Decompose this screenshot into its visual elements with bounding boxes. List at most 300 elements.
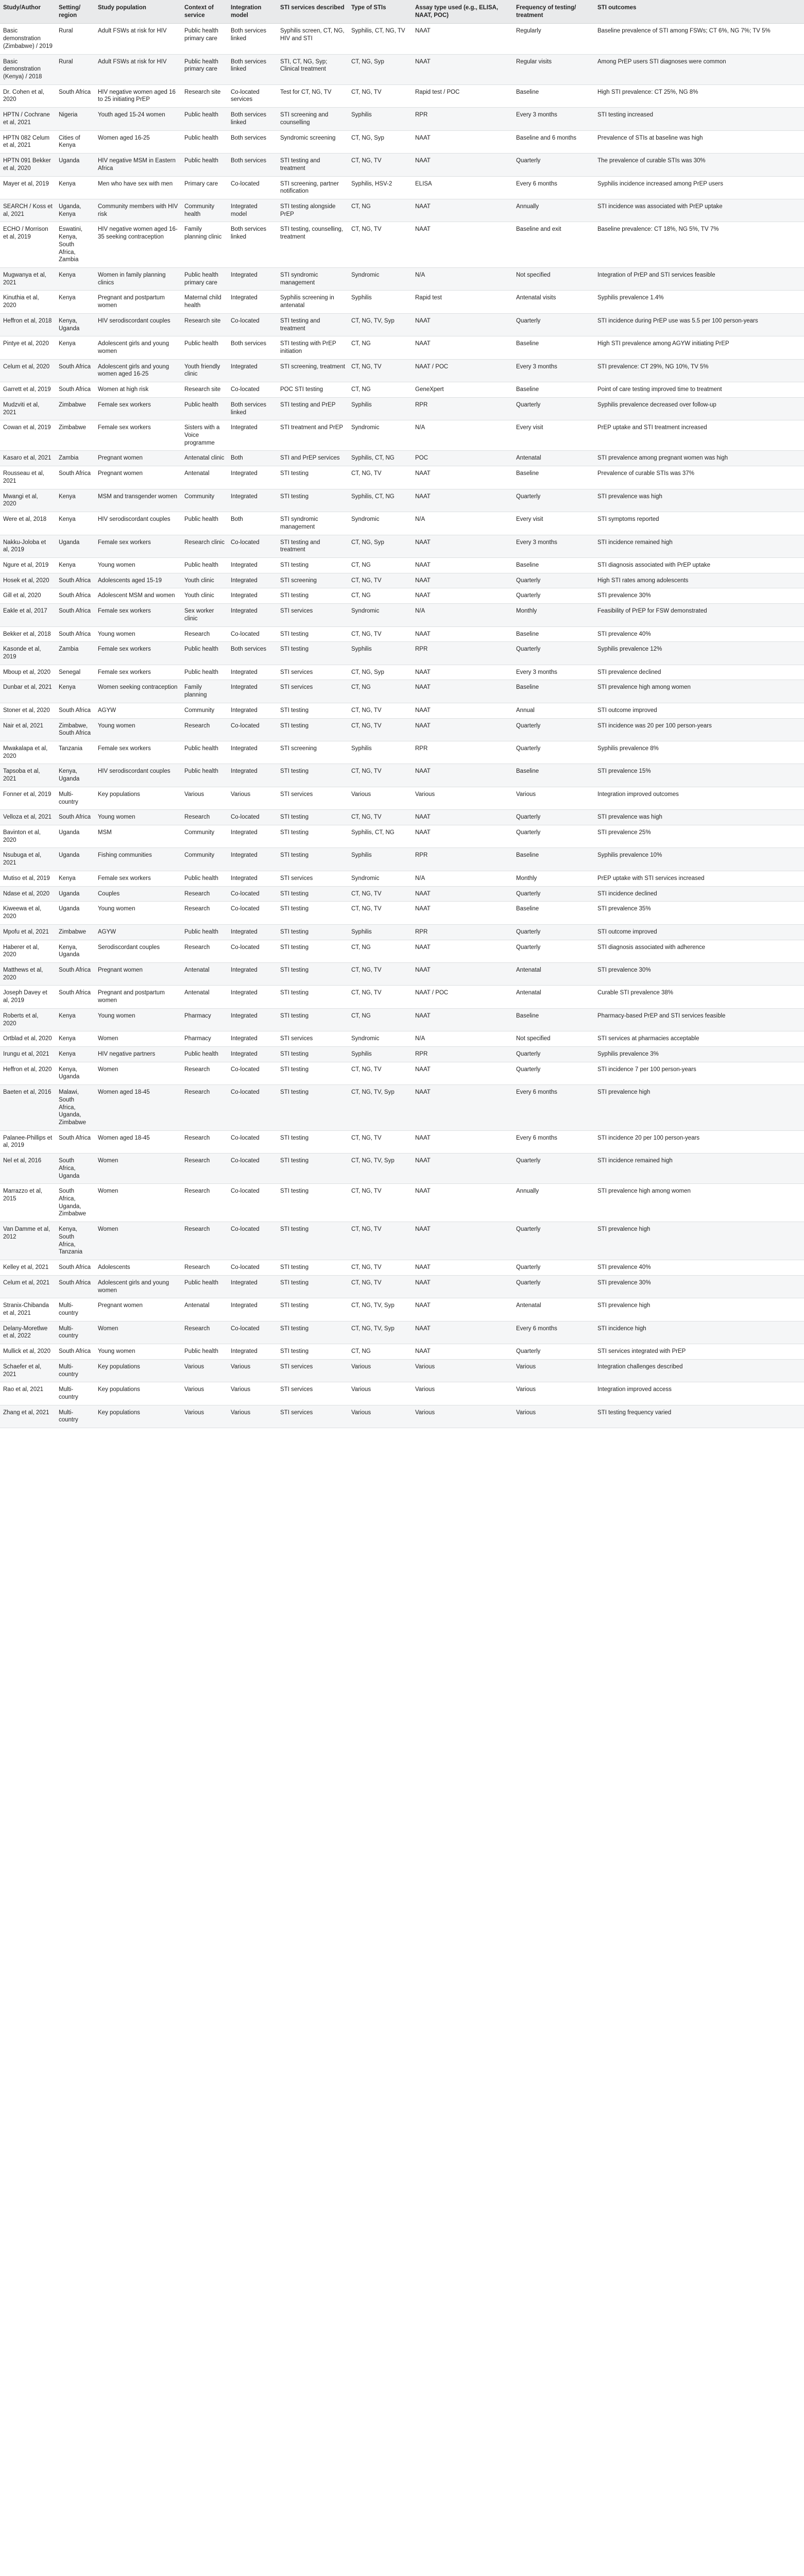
table-cell: STI testing with PrEP initiation: [277, 336, 348, 359]
table-cell: Various: [348, 1359, 412, 1382]
table-cell: STI prevalence 30%: [594, 588, 804, 604]
table-cell: STI prevalence was high: [594, 810, 804, 825]
table-cell: Various: [181, 787, 228, 809]
table-cell: Integrated: [228, 1344, 277, 1360]
table-cell: CT, NG: [348, 557, 412, 573]
table-cell: CT, NG, TV: [348, 222, 412, 268]
table-cell: Research site: [181, 313, 228, 336]
table-cell: South Africa: [56, 466, 95, 489]
table-cell: Various: [181, 1405, 228, 1428]
table-cell: Syphilis, CT, NG: [348, 451, 412, 466]
table-row: [0, 665, 804, 680]
table-cell: Antenatal: [513, 986, 594, 1008]
table-cell: Mayer et al, 2019: [0, 176, 56, 199]
table-cell: Mudzviti et al, 2021: [0, 397, 56, 420]
table-cell: STI services at pharmacies acceptable: [594, 1031, 804, 1047]
table-cell: STI screening: [277, 741, 348, 764]
table-cell: South Africa: [56, 703, 95, 718]
table-cell: Young women: [95, 1344, 181, 1360]
table-cell: Multi-country: [56, 1359, 95, 1382]
table-row: [0, 451, 804, 466]
table-cell: Young women: [95, 626, 181, 642]
table-cell: Matthews et al, 2020: [0, 962, 56, 985]
table-cell: Every 6 months: [513, 1321, 594, 1344]
table-row: [0, 382, 804, 398]
table-cell: N/A: [412, 420, 513, 451]
table-cell: Rural: [56, 24, 95, 54]
table-cell: Public health primary care: [181, 267, 228, 290]
table-cell: Rousseau et al, 2021: [0, 466, 56, 489]
table-cell: NAAT: [412, 1298, 513, 1321]
table-cell: South Africa: [56, 359, 95, 382]
table-cell: Syphilis, CT, NG: [348, 825, 412, 848]
table-cell: Various: [412, 1382, 513, 1405]
table-cell: Integrated: [228, 680, 277, 703]
table-cell: Every 3 months: [513, 108, 594, 130]
table-cell: NAAT: [412, 680, 513, 703]
table-cell: Young women: [95, 810, 181, 825]
table-row: [0, 573, 804, 588]
table-cell: STI testing frequency varied: [594, 1405, 804, 1428]
table-cell: Hosek et al, 2020: [0, 573, 56, 588]
table-row: [0, 1154, 804, 1184]
table-cell: STI prevalence 25%: [594, 825, 804, 848]
table-row: [0, 1260, 804, 1276]
table-cell: CT, NG: [348, 940, 412, 962]
table-cell: STI testing increased: [594, 108, 804, 130]
table-cell: Adolescents: [95, 1260, 181, 1276]
table-cell: Public health: [181, 557, 228, 573]
table-cell: STI syndromic management: [277, 512, 348, 535]
table-cell: Adolescent girls and young women: [95, 1275, 181, 1298]
table-cell: CT, NG: [348, 680, 412, 703]
table-cell: CT, NG, TV: [348, 718, 412, 741]
table-cell: CT, NG, TV: [348, 154, 412, 176]
table-cell: Research site: [181, 84, 228, 107]
table-cell: CT, NG, TV: [348, 1184, 412, 1222]
table-cell: Dunbar et al, 2021: [0, 680, 56, 703]
table-cell: CT, NG, Syp: [348, 130, 412, 153]
table-cell: Public health: [181, 924, 228, 940]
table-cell: Various: [412, 1405, 513, 1428]
table-cell: Women aged 18-45: [95, 1130, 181, 1153]
table-cell: Co-located: [228, 1062, 277, 1084]
table-cell: CT, NG, TV, Syp: [348, 1085, 412, 1131]
table-row: [0, 626, 804, 642]
table-cell: Uganda: [56, 825, 95, 848]
table-cell: PrEP uptake and STI treatment increased: [594, 420, 804, 451]
table-cell: Zhang et al, 2021: [0, 1405, 56, 1428]
table-cell: Women: [95, 1062, 181, 1084]
table-cell: STI syndromic management: [277, 267, 348, 290]
table-cell: CT, NG, TV: [348, 703, 412, 718]
table-cell: Public health primary care: [181, 54, 228, 84]
table-cell: STI prevalence high: [594, 1085, 804, 1131]
table-cell: Feasibility of PrEP for FSW demonstrated: [594, 604, 804, 626]
table-cell: STI prevalence 30%: [594, 962, 804, 985]
table-cell: Both services linked: [228, 54, 277, 84]
table-cell: Both services linked: [228, 108, 277, 130]
table-cell: Syndromic: [348, 871, 412, 886]
table-cell: Various: [513, 1359, 594, 1382]
table-cell: NAAT: [412, 1344, 513, 1360]
table-cell: Public health: [181, 764, 228, 787]
table-cell: Research: [181, 626, 228, 642]
table-cell: Integrated: [228, 1031, 277, 1047]
table-cell: Antenatal: [181, 986, 228, 1008]
table-cell: Sisters with a Voice programme: [181, 420, 228, 451]
table-cell: Multi-country: [56, 1298, 95, 1321]
table-header: [0, 0, 804, 24]
table-cell: Research clinic: [181, 535, 228, 557]
table-cell: Public health: [181, 1046, 228, 1062]
table-cell: Men who have sex with men: [95, 176, 181, 199]
table-cell: Pregnant and postpartum women: [95, 986, 181, 1008]
table-cell: Integrated: [228, 1008, 277, 1031]
column-header: Setting/ region: [56, 0, 95, 24]
table-cell: NAAT: [412, 222, 513, 268]
table-row: [0, 1359, 804, 1382]
table-cell: South Africa, Uganda, Zimbabwe: [56, 1184, 95, 1222]
table-cell: STI testing: [277, 1154, 348, 1184]
table-cell: Ngure et al, 2019: [0, 557, 56, 573]
table-cell: Female sex workers: [95, 665, 181, 680]
table-cell: STI testing: [277, 962, 348, 985]
table-cell: STI prevalence high among women: [594, 1184, 804, 1222]
table-cell: Basic demonstration (Kenya) / 2018: [0, 54, 56, 84]
table-cell: Joseph Davey et al, 2019: [0, 986, 56, 1008]
table-cell: Syphilis prevalence 1.4%: [594, 291, 804, 313]
table-cell: Syphilis prevalence decreased over follow-up: [594, 397, 804, 420]
table-cell: Quarterly: [513, 825, 594, 848]
table-row: [0, 24, 804, 54]
table-cell: Quarterly: [513, 397, 594, 420]
table-cell: HPTN / Cochrane et al, 2021: [0, 108, 56, 130]
table-cell: Co-located: [228, 718, 277, 741]
table-cell: Co-located: [228, 382, 277, 398]
table-cell: Kinuthia et al, 2020: [0, 291, 56, 313]
table-cell: STI testing alongside PrEP: [277, 199, 348, 222]
table-cell: Antenatal: [513, 962, 594, 985]
table-cell: NAAT: [412, 703, 513, 718]
table-cell: Kenya, Uganda: [56, 940, 95, 962]
table-cell: Female sex workers: [95, 420, 181, 451]
table-cell: CT, NG, TV: [348, 84, 412, 107]
column-header: Assay type used (e.g., ELISA, NAAT, POC): [412, 0, 513, 24]
table-cell: Baeten et al, 2016: [0, 1085, 56, 1131]
table-cell: Antenatal: [513, 1298, 594, 1321]
table-cell: STI testing and treatment: [277, 313, 348, 336]
table-cell: Uganda: [56, 848, 95, 871]
table-cell: Quarterly: [513, 1154, 594, 1184]
table-cell: STI incidence during PrEP use was 5.5 per 100 person-years: [594, 313, 804, 336]
table-cell: CT, NG, Syp: [348, 535, 412, 557]
table-cell: Zimbabwe: [56, 924, 95, 940]
table-cell: Co-located: [228, 626, 277, 642]
table-cell: STI testing: [277, 1298, 348, 1321]
table-cell: STI testing: [277, 902, 348, 924]
table-cell: Rural: [56, 54, 95, 84]
table-row: [0, 924, 804, 940]
table-row: [0, 962, 804, 985]
table-cell: Syndromic: [348, 1031, 412, 1047]
table-cell: Integrated: [228, 703, 277, 718]
table-cell: Key populations: [95, 1382, 181, 1405]
table-cell: Women: [95, 1031, 181, 1047]
table-cell: High STI prevalence among AGYW initiating PrEP: [594, 336, 804, 359]
table-cell: Women: [95, 1222, 181, 1260]
table-cell: HIV negative partners: [95, 1046, 181, 1062]
table-row: [0, 84, 804, 107]
table-cell: STI testing: [277, 848, 348, 871]
table-cell: Rao et al, 2021: [0, 1382, 56, 1405]
table-cell: Every 3 months: [513, 665, 594, 680]
table-cell: Eswatini, Kenya, South Africa, Zambia: [56, 222, 95, 268]
table-cell: RPR: [412, 924, 513, 940]
table-row: [0, 886, 804, 902]
table-row: [0, 1382, 804, 1405]
table-cell: Syphilis screen, CT, NG, HIV and STI: [277, 24, 348, 54]
table-cell: CT, NG, TV: [348, 962, 412, 985]
table-cell: Co-located: [228, 810, 277, 825]
table-cell: STI prevalence high: [594, 1222, 804, 1260]
table-row: [0, 1321, 804, 1344]
table-cell: Were et al, 2018: [0, 512, 56, 535]
table-cell: Marrazzo et al, 2015: [0, 1184, 56, 1222]
table-cell: CT, NG, TV: [348, 1130, 412, 1153]
table-cell: Mullick et al, 2020: [0, 1344, 56, 1360]
table-cell: STI, CT, NG, Syp; Clinical treatment: [277, 54, 348, 84]
table-row: [0, 222, 804, 268]
table-cell: Celum et al, 2021: [0, 1275, 56, 1298]
table-row: [0, 291, 804, 313]
table-cell: NAAT: [412, 718, 513, 741]
table-cell: Kenya: [56, 291, 95, 313]
table-row: [0, 848, 804, 871]
table-cell: The prevalence of curable STIs was 30%: [594, 154, 804, 176]
table-cell: Integrated: [228, 588, 277, 604]
table-cell: Palanee-Phillips et al, 2019: [0, 1130, 56, 1153]
column-header: Study population: [95, 0, 181, 24]
table-cell: Prevalence of curable STIs was 37%: [594, 466, 804, 489]
table-cell: Various: [348, 1405, 412, 1428]
table-cell: HPTN 091 Bekker et al, 2020: [0, 154, 56, 176]
table-cell: Antenatal: [181, 466, 228, 489]
table-row: [0, 1222, 804, 1260]
table-cell: Various: [228, 787, 277, 809]
table-cell: GeneXpert: [412, 382, 513, 398]
table-cell: Kenya, Uganda: [56, 1062, 95, 1084]
table-cell: Quarterly: [513, 588, 594, 604]
table-row: [0, 1046, 804, 1062]
table-cell: Syphilis, CT, NG: [348, 489, 412, 512]
table-cell: Every 6 months: [513, 1130, 594, 1153]
table-cell: CT, NG, TV: [348, 1275, 412, 1298]
table-cell: South Africa: [56, 1130, 95, 1153]
table-cell: Research: [181, 1130, 228, 1153]
table-cell: Multi-country: [56, 787, 95, 809]
table-cell: Pregnant women: [95, 1298, 181, 1321]
table-cell: NAAT: [412, 24, 513, 54]
table-cell: Every 3 months: [513, 535, 594, 557]
table-cell: Every visit: [513, 420, 594, 451]
table-cell: STI services: [277, 665, 348, 680]
table-cell: Quarterly: [513, 1046, 594, 1062]
table-cell: NAAT: [412, 1184, 513, 1222]
table-cell: STI testing: [277, 1184, 348, 1222]
table-cell: Kenya: [56, 871, 95, 886]
table-cell: Kenya: [56, 680, 95, 703]
table-cell: CT, NG, TV: [348, 764, 412, 787]
table-cell: Baseline and 6 months: [513, 130, 594, 153]
table-cell: NAAT: [412, 130, 513, 153]
table-cell: Key populations: [95, 1359, 181, 1382]
table-cell: South Africa: [56, 588, 95, 604]
table-cell: Female sex workers: [95, 871, 181, 886]
table-cell: Baseline and exit: [513, 222, 594, 268]
table-cell: Both services: [228, 154, 277, 176]
table-cell: Integrated: [228, 267, 277, 290]
table-cell: Community health: [181, 199, 228, 222]
table-cell: Co-located: [228, 1321, 277, 1344]
table-cell: Baseline: [513, 84, 594, 107]
table-cell: N/A: [412, 604, 513, 626]
table-row: [0, 535, 804, 557]
table-cell: NAAT: [412, 1321, 513, 1344]
table-cell: Quarterly: [513, 924, 594, 940]
table-cell: South Africa: [56, 962, 95, 985]
table-cell: SEARCH / Koss et al, 2021: [0, 199, 56, 222]
table-cell: Baseline: [513, 336, 594, 359]
table-cell: POC STI testing: [277, 382, 348, 398]
table-row: [0, 512, 804, 535]
table-cell: Youth clinic: [181, 588, 228, 604]
table-cell: Heffron et al, 2020: [0, 1062, 56, 1084]
table-cell: Baseline: [513, 764, 594, 787]
table-cell: NAAT: [412, 588, 513, 604]
table-cell: STI services: [277, 680, 348, 703]
table-cell: Point of care testing improved time to treatment: [594, 382, 804, 398]
table-cell: NAAT: [412, 573, 513, 588]
table-cell: Quarterly: [513, 642, 594, 665]
table-cell: Various: [228, 1382, 277, 1405]
table-cell: Mutiso et al, 2019: [0, 871, 56, 886]
table-cell: PrEP uptake with STI services increased: [594, 871, 804, 886]
table-cell: Kenya: [56, 1046, 95, 1062]
table-cell: Research: [181, 810, 228, 825]
table-cell: Both services linked: [228, 222, 277, 268]
table-cell: Uganda, Kenya: [56, 199, 95, 222]
table-row: [0, 359, 804, 382]
table-cell: STI services: [277, 787, 348, 809]
table-cell: NAAT: [412, 1008, 513, 1031]
table-cell: N/A: [412, 512, 513, 535]
table-cell: POC: [412, 451, 513, 466]
table-cell: N/A: [412, 267, 513, 290]
table-cell: Every 6 months: [513, 1085, 594, 1131]
table-cell: STI testing and treatment: [277, 535, 348, 557]
table-cell: Pintye et al, 2020: [0, 336, 56, 359]
table-cell: Quarterly: [513, 810, 594, 825]
table-cell: Baseline: [513, 382, 594, 398]
table-cell: Baseline: [513, 1008, 594, 1031]
table-cell: STI prevalence high: [594, 1298, 804, 1321]
table-cell: NAAT: [412, 54, 513, 84]
table-cell: Syphilis: [348, 291, 412, 313]
table-row: [0, 1031, 804, 1047]
column-header: Integration model: [228, 0, 277, 24]
table-cell: Bekker et al, 2018: [0, 626, 56, 642]
table-cell: STI incidence 7 per 100 person-years: [594, 1062, 804, 1084]
table-row: [0, 680, 804, 703]
table-cell: Mugwanya et al, 2021: [0, 267, 56, 290]
column-header: STI outcomes: [594, 0, 804, 24]
table-cell: Fonner et al, 2019: [0, 787, 56, 809]
table-cell: NAAT: [412, 1085, 513, 1131]
table-cell: STI testing: [277, 1260, 348, 1276]
table-cell: Female sex workers: [95, 604, 181, 626]
table-cell: Baseline: [513, 466, 594, 489]
table-cell: South Africa, Uganda: [56, 1154, 95, 1184]
table-cell: CT, NG, TV: [348, 1062, 412, 1084]
table-cell: South Africa: [56, 986, 95, 1008]
table-cell: Cities of Kenya: [56, 130, 95, 153]
table-cell: STI incidence remained high: [594, 535, 804, 557]
column-header: Study/Author: [0, 0, 56, 24]
table-cell: Kenya: [56, 336, 95, 359]
table-cell: RPR: [412, 1046, 513, 1062]
table-cell: Co-located: [228, 1154, 277, 1184]
table-cell: Kenya: [56, 267, 95, 290]
table-cell: Haberer et al, 2020: [0, 940, 56, 962]
table-cell: CT, NG, TV: [348, 466, 412, 489]
table-cell: Van Damme et al, 2012: [0, 1222, 56, 1260]
table-cell: Syphilis prevalence 8%: [594, 741, 804, 764]
table-cell: AGYW: [95, 924, 181, 940]
table-cell: Syphilis screening in antenatal: [277, 291, 348, 313]
table-cell: STI outcome improved: [594, 703, 804, 718]
table-cell: Pharmacy: [181, 1008, 228, 1031]
table-cell: STI testing: [277, 489, 348, 512]
table-cell: STI testing: [277, 626, 348, 642]
table-cell: Mwakalapa et al, 2020: [0, 741, 56, 764]
table-cell: Various: [181, 1382, 228, 1405]
table-cell: Both services: [228, 642, 277, 665]
table-cell: Mwangi et al, 2020: [0, 489, 56, 512]
table-cell: STI testing: [277, 718, 348, 741]
table-cell: STI incidence declined: [594, 886, 804, 902]
table-row: [0, 810, 804, 825]
table-cell: Every 3 months: [513, 359, 594, 382]
table-cell: Pharmacy: [181, 1031, 228, 1047]
table-cell: MSM: [95, 825, 181, 848]
table-cell: Integration improved outcomes: [594, 787, 804, 809]
table-cell: Quarterly: [513, 1062, 594, 1084]
table-cell: STI services: [277, 871, 348, 886]
table-cell: Stoner et al, 2020: [0, 703, 56, 718]
table-cell: Baseline prevalence: CT 18%, NG 5%, TV 7%: [594, 222, 804, 268]
table-cell: Nel et al, 2016: [0, 1154, 56, 1184]
table-cell: Co-located: [228, 1130, 277, 1153]
table-cell: CT, NG, Syp: [348, 54, 412, 84]
table-cell: Public health primary care: [181, 24, 228, 54]
table-cell: Syphilis: [348, 108, 412, 130]
table-cell: Young women: [95, 902, 181, 924]
table-cell: STI screening: [277, 573, 348, 588]
table-row: [0, 267, 804, 290]
table-cell: ECHO / Morrison et al, 2019: [0, 222, 56, 268]
table-row: [0, 1405, 804, 1428]
